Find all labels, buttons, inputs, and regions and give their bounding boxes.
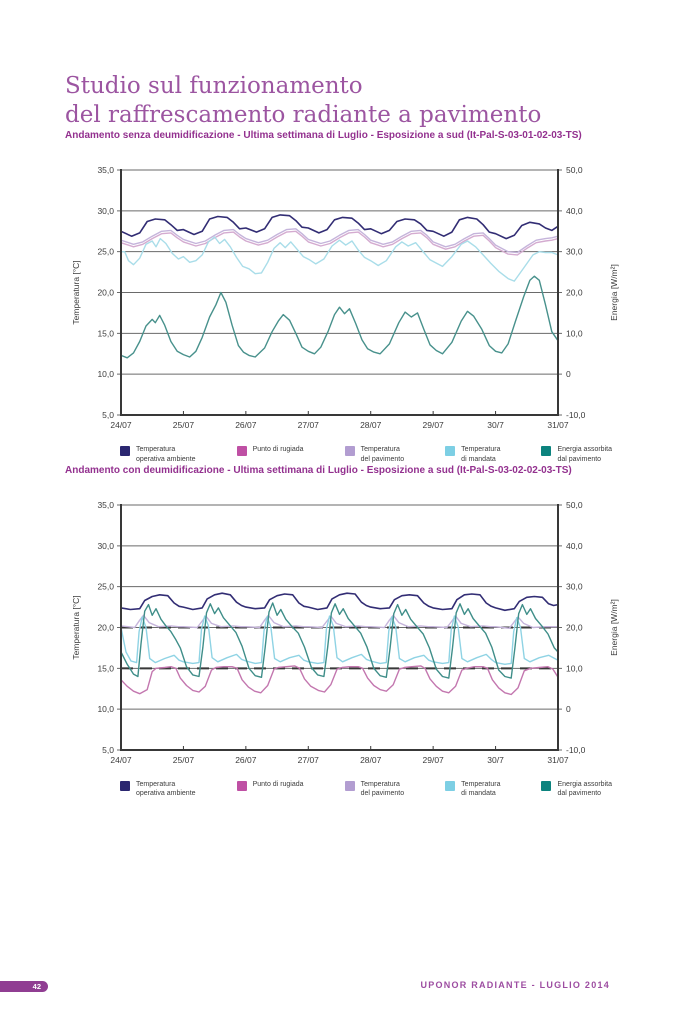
footer bbox=[0, 978, 678, 994]
right-tick-label: 30,0 bbox=[566, 581, 583, 592]
legend-item bbox=[541, 445, 611, 465]
left-tick-label: 20,0 bbox=[97, 287, 114, 298]
x-tick-label: 24/07 bbox=[110, 420, 132, 430]
right-tick-label: 40,0 bbox=[566, 540, 583, 551]
x-tick-label: 25/07 bbox=[172, 754, 195, 765]
left-tick-label: 15,0 bbox=[97, 662, 114, 673]
x-tick-label: 24/07 bbox=[110, 754, 132, 765]
legend-color-swatch bbox=[345, 781, 355, 791]
legend-label bbox=[136, 780, 196, 800]
series-line-5 bbox=[121, 276, 558, 358]
series-line-5 bbox=[121, 603, 558, 678]
legend-color-swatch bbox=[541, 446, 551, 456]
x-tick-label: 31/07 bbox=[547, 754, 569, 765]
right-tick-label: 50,0 bbox=[566, 165, 583, 175]
x-tick-label: 26/07 bbox=[235, 420, 257, 430]
legend-item bbox=[120, 780, 196, 800]
footer-publication-text: UPONOR RADIANTE - LUGLIO 2014 bbox=[420, 980, 610, 990]
legend-label-line1: Temperatura bbox=[136, 446, 176, 453]
chart2-plot bbox=[65, 485, 650, 767]
legend-label-line2: del pavimento bbox=[360, 455, 405, 463]
series-line-4 bbox=[121, 616, 558, 664]
legend-color-swatch bbox=[445, 781, 455, 791]
chart1-legend bbox=[120, 445, 612, 465]
legend-label bbox=[361, 780, 405, 800]
legend-label-line1: Temperatura bbox=[360, 446, 400, 453]
right-tick-label: -10,0 bbox=[566, 410, 586, 420]
page-title-line1: Studio sul funzionamento bbox=[65, 73, 363, 99]
legend-color-swatch bbox=[120, 781, 130, 791]
right-tick-label: 10,0 bbox=[566, 328, 583, 339]
right-tick-label: 10,0 bbox=[566, 662, 583, 673]
right-tick-label: 20,0 bbox=[566, 287, 583, 298]
right-tick-label: -10,0 bbox=[566, 744, 586, 755]
chart1-plot bbox=[65, 150, 650, 432]
left-tick-label: 25,0 bbox=[97, 581, 114, 592]
left-tick-label: 10,0 bbox=[97, 703, 114, 714]
legend-label-line2: operativa ambiente bbox=[136, 455, 196, 463]
left-tick-label: 25,0 bbox=[97, 246, 114, 257]
page-title-line2: del raffrescamento radiante a pavimento bbox=[65, 102, 542, 128]
legend-label-line1: Energia assorbita bbox=[557, 780, 612, 788]
right-tick-label: 20,0 bbox=[566, 622, 583, 633]
legend-label-line2: operativa ambiente bbox=[136, 790, 196, 798]
left-tick-label: 10,0 bbox=[97, 369, 114, 380]
legend-label bbox=[253, 445, 304, 455]
left-axis-title: Temperatura [°C] bbox=[71, 594, 81, 660]
x-tick-label: 29/07 bbox=[422, 420, 444, 430]
legend-label-line1: Punto di rugiada bbox=[252, 780, 304, 788]
x-tick-label: 31/07 bbox=[547, 420, 569, 430]
left-tick-label: 30,0 bbox=[97, 540, 114, 551]
series-line-3 bbox=[121, 615, 558, 628]
legend-label-line1: Punto di rugiada bbox=[252, 446, 304, 453]
x-tick-label: 26/07 bbox=[235, 754, 257, 765]
legend-label-line2: di mandata bbox=[461, 790, 496, 798]
content bbox=[0, 72, 678, 799]
legend-color-swatch bbox=[120, 446, 130, 456]
right-tick-label: 50,0 bbox=[566, 499, 583, 510]
legend-label-line2: del pavimento bbox=[360, 790, 405, 798]
legend-color-swatch bbox=[345, 446, 355, 456]
right-tick-label: 40,0 bbox=[566, 205, 583, 216]
legend-label-line2: dal pavimento bbox=[557, 790, 602, 798]
legend-label bbox=[361, 445, 405, 465]
chart-section-without-dehumidification bbox=[65, 130, 678, 465]
legend-color-swatch bbox=[445, 446, 455, 456]
legend-color-swatch bbox=[541, 781, 551, 791]
left-tick-label: 20,0 bbox=[97, 622, 114, 633]
legend-label-line1: Temperatura bbox=[136, 780, 176, 788]
series-line-1 bbox=[121, 593, 558, 610]
legend-label bbox=[461, 780, 500, 800]
left-tick-label: 35,0 bbox=[97, 499, 114, 510]
left-tick-label: 5,0 bbox=[102, 410, 114, 420]
legend-label-line1: Temperatura bbox=[461, 446, 501, 453]
chart2-legend bbox=[120, 780, 612, 800]
x-tick-label: 28/07 bbox=[360, 754, 382, 765]
left-tick-label: 35,0 bbox=[97, 165, 114, 175]
x-tick-label: 29/07 bbox=[422, 754, 444, 765]
legend-item bbox=[345, 780, 405, 800]
legend-label bbox=[461, 445, 500, 465]
legend-label bbox=[557, 445, 611, 465]
left-tick-label: 15,0 bbox=[97, 328, 114, 339]
legend-item bbox=[445, 780, 500, 800]
legend-label-line1: Energia assorbita bbox=[557, 446, 612, 453]
legend-item bbox=[345, 445, 405, 465]
legend-color-swatch bbox=[237, 781, 247, 791]
x-tick-label: 30/7 bbox=[487, 754, 504, 765]
legend-item bbox=[237, 445, 304, 465]
x-tick-label: 30/7 bbox=[487, 420, 504, 430]
legend-label-line1: Temperatura bbox=[461, 780, 501, 788]
left-tick-label: 30,0 bbox=[97, 205, 114, 216]
legend-label-line1: Temperatura bbox=[360, 780, 400, 788]
page bbox=[0, 72, 678, 1031]
legend-label-line2: di mandata bbox=[461, 455, 496, 463]
series-line-2 bbox=[121, 665, 558, 694]
legend-item bbox=[541, 780, 611, 800]
legend-color-swatch bbox=[237, 446, 247, 456]
x-tick-label: 25/07 bbox=[172, 420, 195, 430]
page-number-badge: 42 bbox=[0, 981, 48, 992]
legend-item bbox=[445, 445, 500, 465]
legend-item bbox=[120, 445, 196, 465]
chart-section-with-dehumidification bbox=[65, 465, 678, 800]
left-axis-title: Temperatura [°C] bbox=[71, 260, 81, 325]
right-axis-title: Energia [W/m²] bbox=[609, 598, 619, 656]
right-tick-label: 0 bbox=[566, 703, 571, 714]
x-tick-label: 27/07 bbox=[297, 754, 319, 765]
right-tick-label: 30,0 bbox=[566, 246, 583, 257]
left-tick-label: 5,0 bbox=[102, 744, 114, 755]
chart1-heading: Andamento senza deumidificazione - Ultima settimana di Luglio - Esposizione a sud (It-Pal-S-03-01-02-03-TS) bbox=[65, 130, 582, 141]
legend-label bbox=[557, 780, 611, 800]
legend-label-line2: dal pavimento bbox=[557, 455, 602, 463]
chart2-heading: Andamento con deumidificazione - Ultima settimana di Luglio - Esposizione a sud (It-Pal-S-03-02-02-03-TS) bbox=[65, 464, 572, 476]
legend-label bbox=[136, 445, 196, 465]
right-tick-label: 0 bbox=[566, 369, 571, 380]
page-title bbox=[65, 72, 678, 130]
legend-item bbox=[237, 780, 304, 800]
x-tick-label: 27/07 bbox=[297, 420, 319, 430]
legend-label bbox=[253, 780, 304, 790]
x-tick-label: 28/07 bbox=[360, 420, 382, 430]
right-axis-title: Energia [W/m²] bbox=[609, 264, 619, 321]
